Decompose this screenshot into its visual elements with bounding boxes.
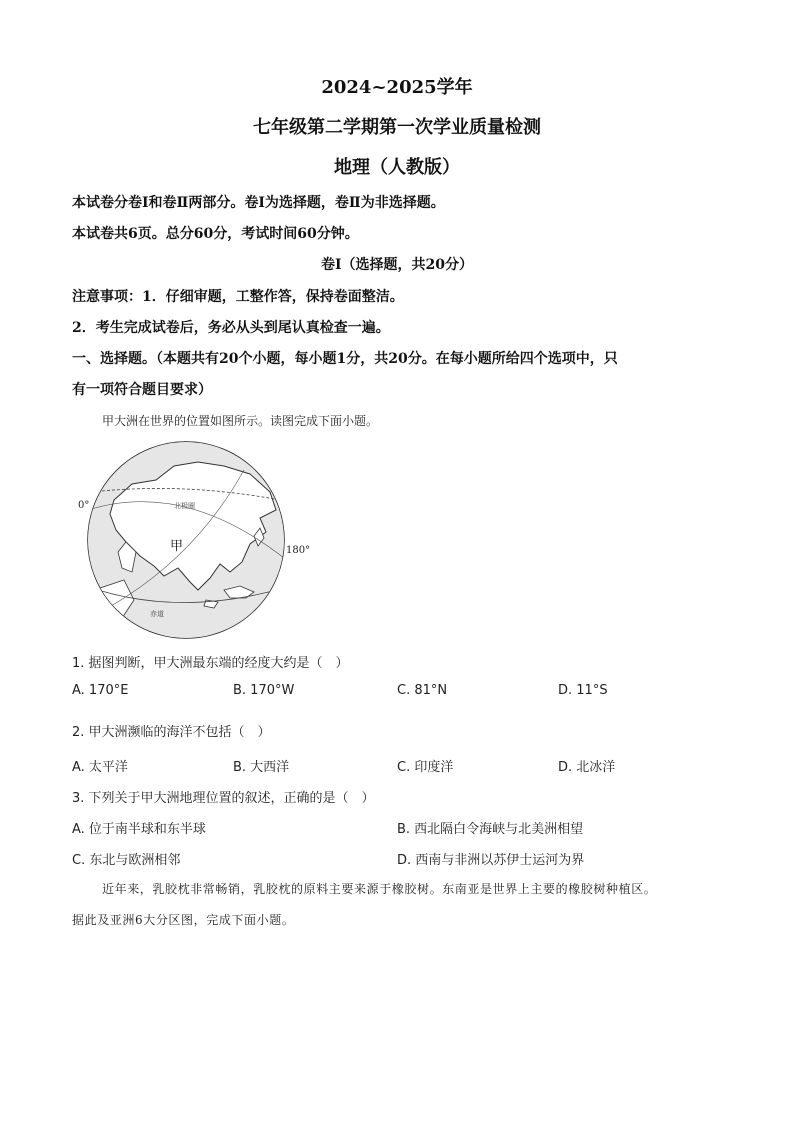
question-3-option-a[interactable]: A. 位于南半球和东半球 xyxy=(72,822,206,837)
exam-name: 七年级第二学期第一次学业质量检测 xyxy=(253,117,541,138)
info-line-2: 本试卷共6页。总分60分，考试时间60分钟。 xyxy=(72,226,359,242)
question-2-option-b[interactable]: B. 大西洋 xyxy=(233,760,290,775)
part-1-instructions-line-1: 一、选择题。（本题共有20个小题，每小题1分，共20分。在每小题所给四个选项中，只 xyxy=(72,351,618,367)
label-180-degree: 180° xyxy=(286,545,311,556)
note-2: 2．考生完成试卷后，务必从头到尾认真检查一遍。 xyxy=(72,320,390,336)
question-3-option-c[interactable]: C. 东北与欧洲相邻 xyxy=(72,853,181,868)
label-arctic-circle: 北极圈 xyxy=(174,502,195,510)
question-2-option-a[interactable]: A. 太平洋 xyxy=(72,760,128,775)
question-3-option-d[interactable]: D. 西南与非洲以苏伊士运河为界 xyxy=(397,853,585,868)
note-1: 注意事项：1．仔细审题，工整作答，保持卷面整洁。 xyxy=(72,289,404,305)
exam-year: 2024~2025学年 xyxy=(321,77,473,98)
info-line-1: 本试卷分卷Ⅰ和卷Ⅱ两部分。卷Ⅰ为选择题，卷Ⅱ为非选择题。 xyxy=(72,195,445,211)
section-1-title: 卷Ⅰ（选择题，共20分） xyxy=(320,257,474,273)
question-1-stem: 1. 据图判断，甲大洲最东端的经度大约是（ ） xyxy=(72,656,349,671)
label-equator: 赤道 xyxy=(150,610,164,618)
globe-map-figure xyxy=(74,440,314,640)
question-1-option-b[interactable]: B. 170°W xyxy=(233,683,295,698)
question-3-stem: 3. 下列关于甲大洲地理位置的叙述，正确的是（ ） xyxy=(72,791,375,806)
figure-intro: 甲大洲在世界的位置如图所示。读图完成下面小题。 xyxy=(102,414,379,428)
question-1-option-c[interactable]: C. 81°N xyxy=(397,683,448,698)
question-1-option-d[interactable]: D. 11°S xyxy=(558,683,608,698)
question-1-option-a[interactable]: A. 170°E xyxy=(72,683,129,698)
passage-line-1: 近年来，乳胶枕非常畅销，乳胶枕的原料主要来源于橡胶树。东南亚是世界上主要的橡胶树种植区。 xyxy=(102,882,657,896)
question-3-option-b[interactable]: B. 西北隔白令海峡与北美洲相望 xyxy=(397,822,584,837)
passage-line-2: 据此及亚洲6大分区图，完成下面小题。 xyxy=(72,913,295,927)
label-0-degree: 0° xyxy=(78,500,90,511)
exam-subject: 地理（人教版） xyxy=(334,157,460,178)
question-2-option-d[interactable]: D. 北冰洋 xyxy=(558,760,616,775)
label-continent-jia: 甲 xyxy=(170,539,184,554)
part-1-instructions-line-2: 有一项符合题目要求） xyxy=(72,382,212,398)
question-2-stem: 2. 甲大洲濒临的海洋不包括（ ） xyxy=(72,725,271,740)
question-2-option-c[interactable]: C. 印度洋 xyxy=(397,760,454,775)
